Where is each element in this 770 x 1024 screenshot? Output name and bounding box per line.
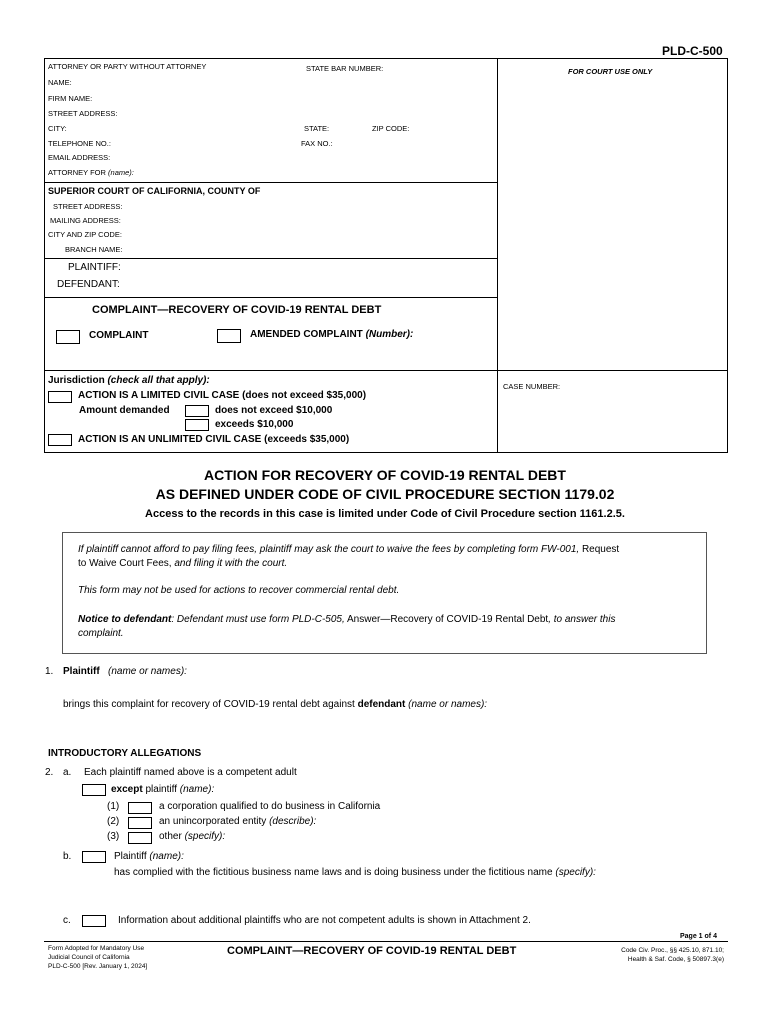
except-plaintiff-text: plaintiff bbox=[145, 784, 177, 795]
zip-label[interactable]: ZIP CODE: bbox=[372, 124, 410, 133]
street-address-label[interactable]: STREET ADDRESS: bbox=[48, 109, 118, 118]
amended-complaint-label bbox=[250, 329, 413, 340]
telephone-label[interactable]: TELEPHONE NO.: bbox=[48, 139, 111, 148]
item2c-text: Information about additional plaintiffs who are not competent adults is shown in Attachment 2. bbox=[118, 915, 531, 926]
other-text: other bbox=[159, 831, 182, 842]
case-number-label[interactable]: CASE NUMBER: bbox=[503, 382, 561, 391]
footer-right bbox=[560, 946, 724, 964]
except-checkbox[interactable] bbox=[82, 784, 106, 796]
limited-case-label: ACTION IS A LIMITED CIVIL CASE (does not exceed $35,000) bbox=[78, 390, 367, 401]
unincorporated-label bbox=[159, 816, 316, 827]
amended-number-label: (Number): bbox=[365, 329, 414, 340]
other-specify: (specify): bbox=[184, 831, 226, 842]
notice-defendant bbox=[78, 613, 698, 640]
jurisdiction-note: (check all that apply): bbox=[107, 375, 210, 386]
court-mailing-label[interactable]: MAILING ADDRESS: bbox=[50, 216, 121, 225]
complaint-title: COMPLAINT—RECOVERY OF COVID-19 RENTAL DEBT bbox=[92, 304, 382, 316]
notice-defendant-label: Notice to defendant bbox=[78, 614, 172, 625]
item2-number: 2. bbox=[45, 767, 54, 778]
access-notice: Access to the records in this case is limited under Code of Civil Procedure section 1161.2.5. bbox=[145, 508, 625, 520]
option1-number: (1) bbox=[107, 801, 120, 812]
item1-plaintiff[interactable] bbox=[63, 666, 187, 677]
notice-fee-text: If plaintiff cannot afford to pay filing fees, plaintiff may ask the court to waive the fees by completing form FW-001, bbox=[78, 544, 580, 555]
attorney-for-name: (name): bbox=[108, 168, 134, 177]
court-use-label: FOR COURT USE ONLY bbox=[568, 67, 653, 76]
divider-parties bbox=[44, 297, 497, 298]
item2b-name-label: (name): bbox=[149, 851, 184, 862]
unlimited-case-checkbox[interactable] bbox=[48, 434, 72, 446]
heading-line1: ACTION FOR RECOVERY OF COVID-19 RENTAL DEBT bbox=[204, 467, 566, 483]
footer-left-2: Judicial Council of California bbox=[48, 954, 130, 961]
footer-left-3: PLD-C-500 [Rev. January 1, 2024] bbox=[48, 963, 148, 970]
item1-defendant-names: (name or names): bbox=[408, 699, 488, 710]
divider-court bbox=[44, 258, 497, 259]
except-text: except bbox=[111, 784, 143, 795]
attorney-for-label[interactable] bbox=[48, 168, 134, 177]
email-label[interactable]: EMAIL ADDRESS: bbox=[48, 153, 111, 162]
except-label bbox=[111, 784, 214, 795]
unincorporated-describe: (describe): bbox=[269, 816, 317, 827]
court-title: SUPERIOR COURT OF CALIFORNIA, COUNTY OF bbox=[48, 186, 261, 196]
item1-number: 1. bbox=[45, 666, 54, 677]
notice-commercial: This form may not be used for actions to recover commercial rental debt. bbox=[78, 585, 400, 596]
gt-10000-label: exceeds $10,000 bbox=[215, 419, 294, 430]
amended-complaint-text: AMENDED COMPLAINT bbox=[250, 329, 363, 340]
notice-defendant-text2: , to answer this bbox=[548, 614, 616, 625]
complaint-checkbox[interactable] bbox=[56, 330, 80, 344]
footer-right-1: Code Civ. Proc., §§ 425.10, 871.10; bbox=[621, 947, 724, 954]
jurisdiction-text: Jurisdiction bbox=[48, 375, 105, 386]
option3-number: (3) bbox=[107, 831, 120, 842]
court-street-label[interactable]: STREET ADDRESS: bbox=[53, 202, 123, 211]
name-label[interactable]: NAME: bbox=[48, 78, 72, 87]
footer-title: COMPLAINT—RECOVERY OF COVID-19 RENTAL DEBT bbox=[227, 945, 517, 957]
unlimited-case-label: ACTION IS AN UNLIMITED CIVIL CASE (exceeds $35,000) bbox=[78, 434, 350, 445]
item2b-body: has complied with the fictitious business name laws and is doing business under the fictitious name bbox=[114, 867, 553, 878]
form-id: PLD-C-500 bbox=[662, 44, 723, 58]
corporation-label: a corporation qualified to do business in California bbox=[159, 801, 381, 812]
item1-defendant-label: defendant bbox=[357, 699, 406, 710]
state-label[interactable]: STATE: bbox=[304, 124, 330, 133]
notice-fee-waiver bbox=[78, 543, 698, 570]
item2c-letter: c. bbox=[63, 915, 71, 926]
jurisdiction-title bbox=[48, 375, 210, 386]
notice-fee-text2: and filing it with the court. bbox=[174, 557, 288, 569]
other-label bbox=[159, 831, 225, 842]
heading-line2: AS DEFINED UNDER CODE OF CIVIL PROCEDURE SECTION 1179.02 bbox=[155, 486, 615, 502]
firm-name-label[interactable]: FIRM NAME: bbox=[48, 94, 93, 103]
footer-left bbox=[48, 944, 147, 971]
court-branch-label[interactable]: BRANCH NAME: bbox=[65, 245, 123, 254]
fax-label[interactable]: FAX NO.: bbox=[301, 139, 333, 148]
corporation-checkbox[interactable] bbox=[128, 802, 152, 814]
option2-number: (2) bbox=[107, 816, 120, 827]
state-bar-label: STATE BAR NUMBER: bbox=[306, 64, 384, 73]
amended-complaint-checkbox[interactable] bbox=[217, 329, 241, 343]
page-number: Page 1 of 4 bbox=[680, 933, 717, 940]
limited-case-checkbox[interactable] bbox=[48, 391, 72, 403]
amount-demanded-label: Amount demanded bbox=[79, 405, 170, 416]
footer-left-1: Form Adopted for Mandatory Use bbox=[48, 945, 145, 952]
item2b-specify: (specify): bbox=[555, 867, 596, 878]
item1-names-label: (name or names): bbox=[108, 666, 187, 677]
defendant-label[interactable]: DEFENDANT: bbox=[57, 279, 120, 290]
left-border bbox=[44, 58, 45, 453]
item2b-plaintiff-text: Plaintiff bbox=[114, 851, 147, 862]
item1-brings[interactable] bbox=[63, 699, 487, 710]
bottom-border bbox=[44, 452, 728, 453]
additional-plaintiffs-checkbox[interactable] bbox=[82, 915, 106, 927]
except-name-label: (name): bbox=[179, 784, 215, 795]
unincorporated-text: an unincorporated entity bbox=[159, 816, 267, 827]
right-border bbox=[727, 58, 728, 453]
court-city-zip-label[interactable]: CITY AND ZIP CODE: bbox=[48, 230, 122, 239]
item2b-plaintiff bbox=[114, 851, 184, 862]
footer-right-2: Health & Saf. Code, § 50897.3(e) bbox=[627, 956, 724, 963]
item2a-text: Each plaintiff named above is a competent adult bbox=[84, 767, 297, 778]
notice-fw-request: Request bbox=[581, 544, 620, 555]
other-checkbox[interactable] bbox=[128, 832, 152, 844]
notice-defendant-text: : Defendant must use form PLD-C-505, bbox=[171, 614, 345, 625]
notice-answer-form: Answer—Recovery of COVID-19 Rental Debt bbox=[347, 614, 549, 625]
complaint-option-label: COMPLAINT bbox=[89, 330, 149, 341]
notice-fw-title: to Waive Court Fees, bbox=[78, 557, 172, 569]
item2b-letter: b. bbox=[63, 851, 72, 862]
fictitious-name-checkbox[interactable] bbox=[82, 851, 106, 863]
le-10000-label: does not exceed $10,000 bbox=[215, 405, 333, 416]
footer-rule bbox=[44, 941, 728, 942]
attorney-header: ATTORNEY OR PARTY WITHOUT ATTORNEY bbox=[48, 62, 207, 71]
notice-defendant-text3: complaint. bbox=[78, 627, 124, 639]
divider-attorney bbox=[44, 182, 497, 183]
le-10000-checkbox[interactable] bbox=[185, 405, 209, 417]
intro-title: INTRODUCTORY ALLEGATIONS bbox=[48, 748, 202, 759]
divider-complaint bbox=[44, 370, 728, 371]
item2a-letter: a. bbox=[63, 767, 72, 778]
gt-10000-checkbox[interactable] bbox=[185, 419, 209, 431]
column-divider bbox=[497, 58, 498, 453]
top-border bbox=[44, 58, 727, 59]
item2b-text bbox=[114, 867, 596, 878]
plaintiff-label[interactable]: PLAINTIFF: bbox=[68, 262, 121, 273]
item1-plaintiff-label: Plaintiff bbox=[63, 666, 100, 677]
attorney-for-text: ATTORNEY FOR bbox=[48, 168, 106, 177]
unincorporated-checkbox[interactable] bbox=[128, 817, 152, 829]
item1-brings-text: brings this complaint for recovery of COVID-19 rental debt against bbox=[63, 699, 355, 710]
city-label[interactable]: CITY: bbox=[48, 124, 67, 133]
